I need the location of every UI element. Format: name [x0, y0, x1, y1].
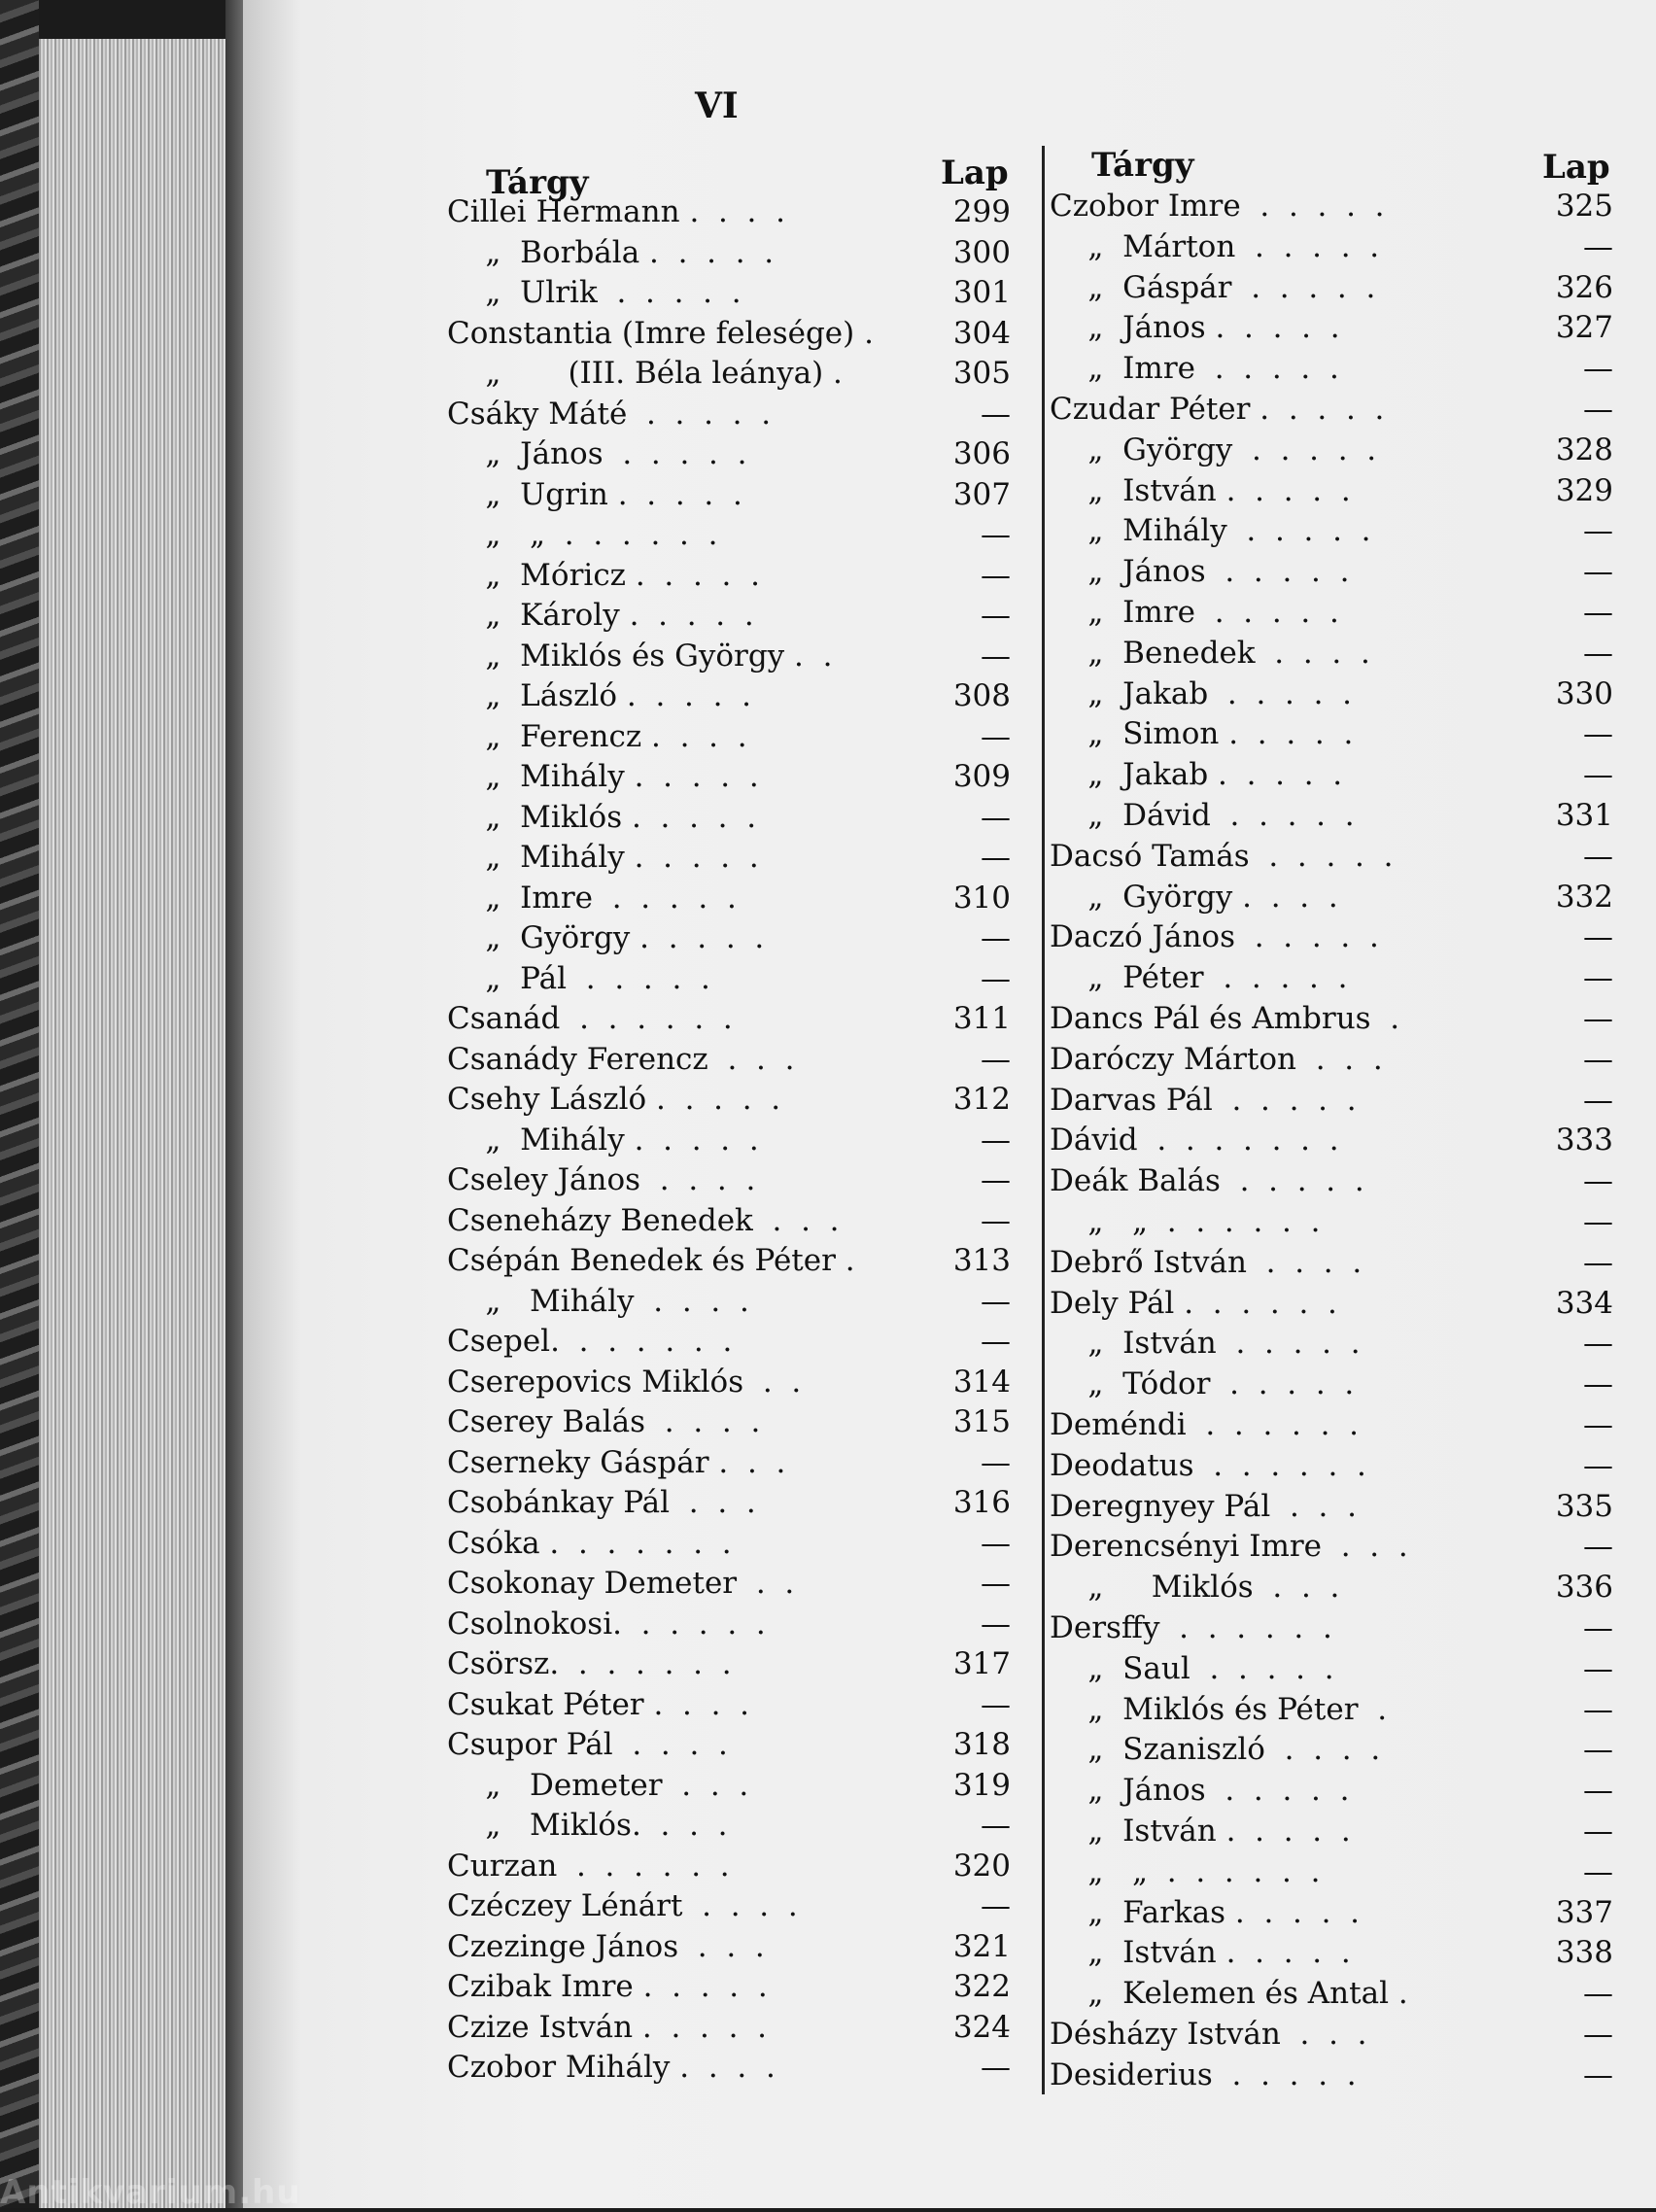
index-entry — [447, 556, 1011, 596]
index-entry — [447, 1524, 1011, 1564]
entry-page-number: — — [981, 1202, 1011, 1238]
index-entry — [447, 1040, 1011, 1080]
index-entry — [447, 314, 1011, 354]
entry-page-number: 310 — [952, 880, 1011, 916]
entry-page-number: — — [981, 396, 1011, 432]
entry-subject: „ Ulrik . . . . . — [447, 275, 742, 310]
index-entry — [447, 999, 1011, 1039]
index-entry — [1050, 1121, 1613, 1160]
entry-page-number: — — [981, 840, 1011, 875]
entry-subject: „ Mihály . . . . . — [1050, 513, 1371, 549]
entry-page-number: — — [981, 1525, 1011, 1561]
index-entry — [1050, 714, 1613, 754]
index-entry — [447, 879, 1011, 918]
index-entry — [447, 1605, 1011, 1644]
entry-subject: „ Imre . . . . . — [447, 880, 737, 916]
entry-page-number: — — [1583, 2017, 1613, 2052]
entry-subject: „ Farkas . . . . . — [1050, 1894, 1361, 1930]
index-entry — [447, 676, 1011, 716]
entry-subject: „ Károly . . . . . — [447, 598, 754, 633]
entry-page-number: — — [1583, 1853, 1613, 1889]
page-stack-edges — [39, 39, 238, 2208]
index-entry — [447, 1121, 1011, 1160]
index-entry — [1050, 1893, 1613, 1933]
index-entry — [1050, 2015, 1613, 2055]
index-entry — [1050, 1690, 1613, 1730]
entry-page-number: — — [981, 557, 1011, 593]
entry-page-number: — — [1583, 1610, 1613, 1645]
index-entry — [1050, 1202, 1613, 1242]
entry-page-number: 331 — [1555, 798, 1613, 833]
entry-subject: „ Simon . . . . . — [1050, 716, 1354, 752]
left-page-header: Lap — [941, 154, 1009, 192]
entry-page-number: — — [981, 638, 1011, 674]
entry-subject: Deméndi . . . . . . — [1050, 1407, 1360, 1442]
entry-page-number: — — [981, 1808, 1011, 1843]
entry-subject: „ Szaniszló . . . . — [1050, 1732, 1381, 1768]
index-entry — [1050, 1608, 1613, 1648]
entry-page-number: — — [1583, 1773, 1613, 1809]
entry-subject: „ Jakab . . . . . — [1050, 757, 1343, 793]
entry-subject: Czobor Imre . . . . . — [1050, 189, 1385, 224]
index-entry — [447, 1806, 1011, 1846]
index-entry — [447, 475, 1011, 515]
entry-page-number: — — [981, 718, 1011, 754]
entry-subject: Dacsó Tamás . . . . . — [1050, 838, 1394, 874]
entry-subject: „ István . . . . . — [1050, 1935, 1351, 1971]
entry-page-number: — — [1583, 960, 1613, 996]
entry-subject: „ Borbála . . . . . — [447, 234, 775, 270]
index-entry — [447, 354, 1011, 394]
entry-page-number: — — [1583, 716, 1613, 752]
index-entry — [447, 1847, 1011, 1886]
entry-subject: „ János . . . . . — [1050, 554, 1350, 590]
entry-subject: Csukat Péter . . . . — [447, 1686, 749, 1722]
entry-subject: „ János . . . . . — [1050, 1773, 1350, 1809]
index-entry — [1050, 1933, 1613, 1973]
column-divider — [1042, 146, 1045, 2094]
index-entry — [1050, 796, 1613, 836]
entry-page-number: — — [1583, 1244, 1613, 1280]
index-entry — [1050, 999, 1613, 1039]
entry-page-number: — — [981, 920, 1011, 955]
entry-subject: „ Ugrin . . . . . — [447, 476, 742, 512]
index-entry — [1050, 1852, 1613, 1892]
index-entry — [447, 1322, 1011, 1362]
entry-page-number: 305 — [952, 356, 1011, 391]
index-entry — [1050, 634, 1613, 674]
entry-subject: Czibak Imre . . . . . — [447, 1969, 768, 2004]
entry-page-number: 332 — [1555, 879, 1613, 915]
entry-page-number: 299 — [952, 194, 1011, 229]
entry-subject: Czéczey Lénárt . . . . — [447, 1888, 798, 1923]
entry-page-number: — — [981, 598, 1011, 633]
entry-subject: Darvas Pál . . . . . — [1050, 1082, 1357, 1118]
entry-subject: Csolnokosi. . . . . . — [447, 1606, 766, 1642]
entry-page-number: 322 — [952, 1969, 1011, 2004]
entry-subject: „ Miklós. . . . — [447, 1808, 728, 1843]
entry-page-number: — — [1583, 635, 1613, 671]
index-entry — [447, 395, 1011, 434]
entry-subject: Csáky Máté . . . . . — [447, 396, 772, 432]
right-subject-header: Tárgy — [1091, 146, 1194, 185]
index-entry — [1050, 471, 1613, 511]
index-entry — [447, 1564, 1011, 1604]
entry-subject: „ János . . . . . — [447, 436, 747, 471]
entry-subject: „ Mihály . . . . . — [447, 759, 759, 794]
entry-page-number: — — [981, 1041, 1011, 1077]
entry-page-number: 319 — [952, 1767, 1011, 1803]
entry-subject: Csépán Benedek és Péter . — [447, 1243, 855, 1278]
entry-subject: Csobánkay Pál . . . — [447, 1485, 756, 1520]
entry-subject: „ Miklós . . . . . — [447, 799, 757, 835]
index-entry — [1050, 349, 1613, 389]
entry-page-number: 301 — [952, 275, 1011, 310]
entry-page-number: — — [981, 1444, 1011, 1480]
entry-subject: Czobor Mihály . . . . — [447, 2050, 776, 2085]
entry-subject: Désházy István . . . — [1050, 2017, 1367, 2052]
entry-page-number: 336 — [1555, 1570, 1613, 1606]
index-entry — [1050, 837, 1613, 877]
index-entry — [1050, 268, 1613, 308]
entry-subject: Cseneházy Benedek . . . — [447, 1202, 840, 1238]
entry-page-number: — — [1583, 554, 1613, 590]
index-entry — [1050, 1487, 1613, 1527]
entry-subject: Cillei Hermann . . . . — [447, 194, 785, 229]
index-entry — [1050, 1446, 1613, 1486]
index-entry — [1050, 1161, 1613, 1201]
entry-page-number: — — [981, 1686, 1011, 1722]
entry-page-number: — — [981, 1566, 1011, 1601]
entry-page-number: 317 — [952, 1646, 1011, 1681]
entry-subject: „ Dávid . . . . . — [1050, 798, 1355, 833]
entry-page-number: 308 — [952, 678, 1011, 713]
index-entry — [447, 838, 1011, 878]
index-entry — [447, 1766, 1011, 1806]
entry-subject: „ Imre . . . . . — [1050, 595, 1339, 630]
entry-subject: „ Demeter . . . — [447, 1767, 749, 1803]
index-entry — [447, 757, 1011, 797]
entry-page-number: 311 — [952, 1001, 1011, 1036]
index-entry — [447, 1080, 1011, 1120]
book-spine — [225, 0, 245, 2208]
entry-subject: Csörsz. . . . . . . — [447, 1646, 732, 1681]
right-page-header: Lap — [1542, 148, 1610, 187]
left-subject-header: Tárgy — [486, 163, 589, 202]
entry-page-number: — — [1583, 1650, 1613, 1686]
index-entry — [1050, 1771, 1613, 1811]
entry-subject: „ „ . . . . . . — [447, 517, 718, 552]
entry-page-number: 335 — [1555, 1488, 1613, 1524]
index-entry — [1050, 593, 1613, 633]
entry-subject: Deodatus . . . . . . — [1050, 1447, 1366, 1483]
entry-subject: Csokonay Demeter . . — [447, 1566, 795, 1601]
entry-page-number: — — [981, 1162, 1011, 1197]
index-entry — [1050, 1649, 1613, 1689]
entry-page-number: 334 — [1555, 1285, 1613, 1321]
entry-page-number: — — [1583, 351, 1613, 387]
entry-page-number: — — [1583, 757, 1613, 793]
index-entry — [1050, 1243, 1613, 1283]
index-entry — [1050, 1730, 1613, 1770]
index-entry — [447, 434, 1011, 474]
index-entry — [1050, 308, 1613, 348]
entry-subject: „ György . . . . . — [1050, 432, 1377, 467]
entry-subject: „ Miklós és Péter . — [1050, 1691, 1388, 1727]
index-entry — [447, 1241, 1011, 1281]
entry-page-number: — — [1583, 1082, 1613, 1118]
entry-page-number: 316 — [952, 1485, 1011, 1520]
entry-page-number: 300 — [952, 234, 1011, 270]
index-entry — [447, 233, 1011, 273]
entry-subject: Czudar Péter . . . . . — [1050, 392, 1385, 427]
entry-subject: Csanády Ferencz . . . — [447, 1041, 795, 1077]
entry-subject: Debrő István . . . . — [1050, 1244, 1363, 1280]
entry-page-number: — — [1583, 1529, 1613, 1565]
entry-subject: „ (III. Béla leánya) . — [447, 356, 843, 391]
entry-subject: „ György . . . . . — [447, 920, 765, 955]
index-entry — [1050, 917, 1613, 957]
entry-subject: Derencsényi Imre . . . — [1050, 1529, 1408, 1565]
index-entry — [1050, 1040, 1613, 1080]
entry-subject: „ Saul . . . . . — [1050, 1650, 1334, 1686]
entry-page-number: — — [1583, 1732, 1613, 1768]
entry-page-number: — — [981, 1324, 1011, 1359]
entry-subject: Csupor Pál . . . . — [447, 1727, 728, 1762]
entry-subject: Csóka . . . . . . . — [447, 1525, 732, 1561]
entry-subject: Czezinge János . . . — [447, 1928, 765, 1964]
entry-subject: „ Péter . . . . . — [1050, 960, 1348, 996]
index-entry — [1050, 1365, 1613, 1404]
index-entry — [447, 918, 1011, 958]
entry-subject: Deák Balás . . . . . — [1050, 1163, 1364, 1199]
entry-subject: „ Jakab . . . . . — [1050, 675, 1353, 711]
entry-page-number: 318 — [952, 1727, 1011, 1762]
entry-page-number: — — [1583, 1691, 1613, 1727]
entry-subject: „ Kelemen és Antal . — [1050, 1976, 1408, 2012]
entry-page-number: — — [1583, 1163, 1613, 1199]
entry-subject: „ „ . . . . . . — [1050, 1204, 1321, 1239]
index-entry — [447, 596, 1011, 636]
entry-page-number: — — [1583, 1326, 1613, 1362]
entry-page-number: — — [1583, 1001, 1613, 1036]
entry-page-number: 328 — [1555, 432, 1613, 467]
entry-page-number: — — [1583, 2056, 1613, 2092]
entry-subject: „ Ferencz . . . . — [447, 718, 747, 754]
entry-subject: „ „ . . . . . . — [1050, 1853, 1321, 1889]
entry-subject: Desiderius . . . . . — [1050, 2056, 1357, 2092]
index-entry — [447, 1402, 1011, 1442]
index-page — [243, 0, 1656, 2208]
entry-page-number: 315 — [952, 1404, 1011, 1439]
entry-page-number: 330 — [1555, 675, 1613, 711]
index-entry — [1050, 1568, 1613, 1607]
entry-subject: „ Benedek . . . . — [1050, 635, 1370, 671]
entry-subject: Daróczy Márton . . . — [1050, 1041, 1383, 1077]
index-entry — [447, 1160, 1011, 1200]
index-entry — [1050, 755, 1613, 795]
entry-page-number: — — [981, 517, 1011, 552]
page-number: VI — [695, 86, 739, 126]
index-entry — [1050, 431, 1613, 470]
index-entry — [1050, 552, 1613, 592]
entry-subject: „ Imre . . . . . — [1050, 351, 1339, 387]
index-entry — [447, 1483, 1011, 1523]
entry-page-number: 337 — [1555, 1894, 1613, 1930]
entry-page-number: — — [1583, 595, 1613, 630]
entry-subject: „ György . . . . — [1050, 879, 1338, 915]
index-entry — [447, 1685, 1011, 1725]
index-entry — [447, 192, 1011, 232]
index-entry — [447, 717, 1011, 757]
entry-page-number: — — [1583, 1366, 1613, 1402]
index-entry — [447, 2048, 1011, 2088]
index-entry — [447, 637, 1011, 676]
index-entry — [447, 1725, 1011, 1765]
entry-subject: „ János . . . . . — [1050, 310, 1340, 346]
entry-page-number: 307 — [952, 476, 1011, 512]
entry-page-number: — — [1583, 513, 1613, 549]
index-entry — [1050, 1405, 1613, 1445]
index-entry — [1050, 674, 1613, 714]
entry-subject: Csehy László . . . . . — [447, 1082, 781, 1117]
index-entry — [1050, 2056, 1613, 2095]
entry-subject: „ Móricz . . . . . — [447, 557, 760, 593]
entry-page-number: — — [1583, 1407, 1613, 1442]
entry-subject: „ Mihály . . . . . — [447, 1122, 759, 1158]
entry-page-number: — — [1583, 838, 1613, 874]
entry-page-number: — — [981, 1888, 1011, 1923]
entry-subject: Curzan . . . . . . — [447, 1848, 730, 1884]
entry-subject: „ Miklós . . . — [1050, 1570, 1340, 1606]
entry-subject: „ Tódor . . . . . — [1050, 1366, 1355, 1402]
watermark-text: Antikvarium.hu — [0, 2173, 301, 2212]
index-entry — [447, 1967, 1011, 2007]
entry-subject: „ István . . . . . — [1050, 1814, 1351, 1849]
entry-page-number: 304 — [952, 315, 1011, 351]
entry-subject: „ Gáspár . . . . . — [1050, 269, 1376, 305]
entry-page-number: — — [981, 799, 1011, 835]
entry-subject: Cserey Balás . . . . — [447, 1404, 761, 1439]
entry-page-number: 312 — [952, 1082, 1011, 1117]
index-entry — [447, 1282, 1011, 1322]
entry-subject: „ István . . . . . — [1050, 472, 1351, 508]
entry-subject: „ Mihály . . . . . — [447, 840, 759, 875]
index-entry — [1050, 1527, 1613, 1567]
entry-subject: Cseley János . . . . — [447, 1162, 756, 1197]
entry-subject: Dersffy . . . . . . — [1050, 1610, 1332, 1645]
entry-subject: Czize István . . . . . — [447, 2009, 768, 2045]
entry-subject: Dancs Pál és Ambrus . — [1050, 1001, 1400, 1036]
index-entry — [447, 1886, 1011, 1926]
entry-subject: „ Pál . . . . . — [447, 960, 710, 996]
index-entry — [1050, 1974, 1613, 2014]
entry-page-number: 338 — [1555, 1935, 1613, 1971]
index-entry — [447, 1443, 1011, 1483]
index-entry — [447, 1201, 1011, 1241]
index-entry — [1050, 1284, 1613, 1324]
entry-subject: Cserneky Gáspár . . . — [447, 1444, 786, 1480]
index-entry — [1050, 1324, 1613, 1364]
entry-page-number: 321 — [952, 1928, 1011, 1964]
entry-page-number: 314 — [952, 1364, 1011, 1400]
index-entry — [1050, 227, 1613, 267]
index-entry — [447, 1644, 1011, 1684]
entry-page-number: — — [981, 2050, 1011, 2085]
index-entry — [447, 2008, 1011, 2048]
entry-page-number: — — [1583, 1976, 1613, 2012]
entry-subject: „ Márton . . . . . — [1050, 228, 1380, 264]
entry-page-number: — — [1583, 392, 1613, 427]
entry-page-number: 325 — [1555, 189, 1613, 224]
book-cover-edge — [0, 0, 39, 2208]
entry-subject: Csepel. . . . . . . — [447, 1324, 733, 1359]
index-entry — [447, 959, 1011, 999]
entry-subject: Deregnyey Pál . . . — [1050, 1488, 1357, 1524]
entry-subject: Csanád . . . . . . — [447, 1001, 733, 1036]
entry-subject: Dávid . . . . . . . — [1050, 1123, 1339, 1158]
entry-subject: Dely Pál . . . . . . — [1050, 1285, 1337, 1321]
index-entry — [1050, 511, 1613, 551]
entry-subject: Daczó János . . . . . — [1050, 919, 1379, 955]
index-entry — [447, 273, 1011, 313]
entry-page-number: — — [1583, 1447, 1613, 1483]
entry-page-number: 329 — [1555, 472, 1613, 508]
entry-page-number: — — [1583, 1041, 1613, 1077]
index-entry — [1050, 1812, 1613, 1851]
entry-subject: Cserepovics Miklós . . — [447, 1364, 802, 1400]
entry-page-number: 326 — [1555, 269, 1613, 305]
entry-page-number: — — [981, 1122, 1011, 1158]
entry-page-number: 309 — [952, 759, 1011, 794]
entry-page-number: — — [981, 960, 1011, 996]
entry-page-number: — — [981, 1606, 1011, 1642]
index-entry — [447, 515, 1011, 555]
index-entry — [1050, 958, 1613, 998]
index-entry — [1050, 187, 1613, 226]
entry-page-number: 306 — [952, 436, 1011, 471]
entry-page-number: 333 — [1555, 1123, 1613, 1158]
entry-subject: „ László . . . . . — [447, 678, 752, 713]
entry-page-number: — — [1583, 1204, 1613, 1239]
index-entry — [447, 1363, 1011, 1402]
entry-subject: „ István . . . . . — [1050, 1326, 1361, 1362]
entry-page-number: 327 — [1555, 310, 1613, 346]
entry-page-number: — — [1583, 919, 1613, 955]
entry-subject: Constantia (Imre felesége) . — [447, 315, 874, 351]
entry-subject: „ Miklós és György . . — [447, 638, 833, 674]
index-entry — [447, 1927, 1011, 1967]
entry-subject: „ Mihály . . . . — [447, 1283, 749, 1319]
index-entry — [1050, 390, 1613, 430]
entry-page-number: — — [1583, 1814, 1613, 1849]
index-entry — [447, 798, 1011, 838]
entry-page-number: — — [981, 1283, 1011, 1319]
index-entry — [1050, 1081, 1613, 1121]
index-entry — [1050, 878, 1613, 917]
entry-page-number: 320 — [952, 1848, 1011, 1884]
entry-page-number: 313 — [952, 1243, 1011, 1278]
entry-page-number: — — [1583, 228, 1613, 264]
entry-page-number: 324 — [952, 2009, 1011, 2045]
